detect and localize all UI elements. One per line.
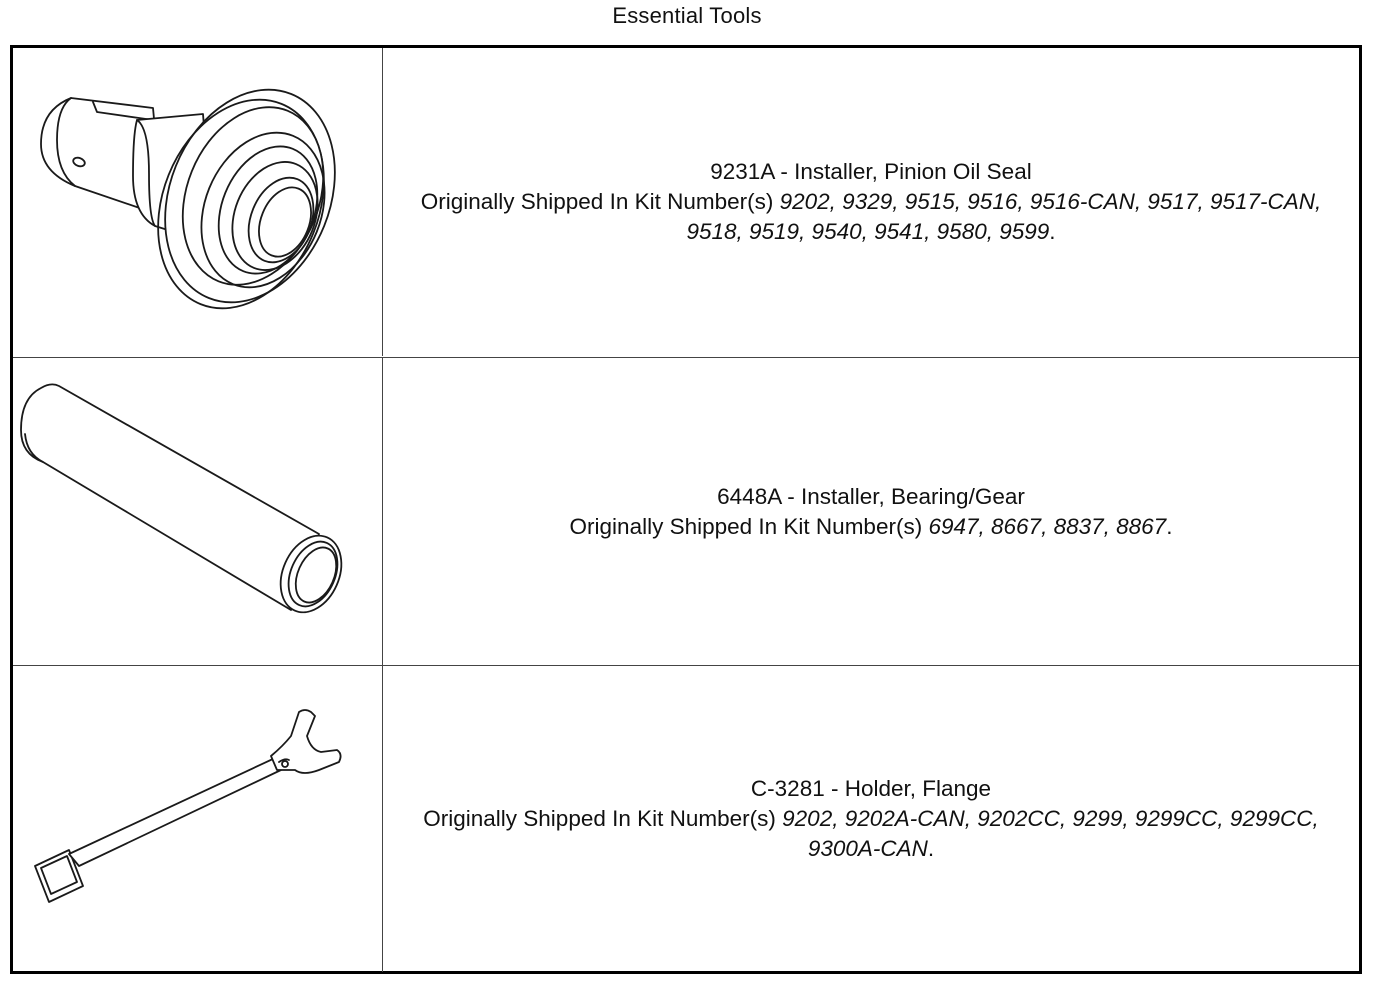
kit-numbers-line [413, 804, 1329, 864]
tool-name: C-3281 - Holder, Flange [750, 776, 992, 801]
kit-numbers: 6947, 8667, 8837, 8867 [928, 513, 1167, 539]
kit-numbers: 9202, 9329, 9515, 9516, 9516-CAN, 9517, 9517-CAN, 9518, 9519, 9540, 9541, 9580, 9599 [686, 189, 1322, 244]
page-title: Essential Tools [612, 3, 762, 28]
tool-image-cell [13, 48, 383, 356]
kit-numbers: 9202, 9202A-CAN, 9202CC, 9299, 9299CC, 9299CC, 9300A-CAN [782, 806, 1319, 861]
kit-prefix: Originally Shipped In Kit Number(s) [569, 513, 923, 539]
kit-suffix: . [1166, 513, 1173, 539]
tool-name: 6448A - Installer, Bearing/Gear [717, 483, 1025, 509]
tool-description-cell [383, 48, 1359, 356]
tool-description-cell [383, 666, 1359, 972]
tools-table [10, 45, 1362, 974]
tool-description-cell [383, 358, 1359, 665]
pinion-oil-seal-installer-icon [13, 48, 382, 356]
flange-holder-wrench-icon [13, 666, 382, 972]
kit-prefix: Originally Shipped In Kit Number(s) [423, 806, 776, 831]
kit-prefix: Originally Shipped In Kit Number(s) [420, 189, 774, 214]
kit-suffix: . [1049, 219, 1056, 244]
bearing-gear-installer-tube-icon [13, 358, 382, 665]
tool-name: 9231A - Installer, Pinion Oil Seal [710, 159, 1032, 184]
kit-numbers-line [413, 187, 1329, 247]
kit-numbers-line [570, 512, 1173, 542]
kit-suffix: . [927, 836, 935, 861]
table-row [13, 48, 1359, 356]
tool-image-cell [13, 358, 383, 665]
table-row [13, 665, 1359, 972]
table-row [13, 357, 1359, 665]
tool-image-cell [13, 666, 383, 972]
